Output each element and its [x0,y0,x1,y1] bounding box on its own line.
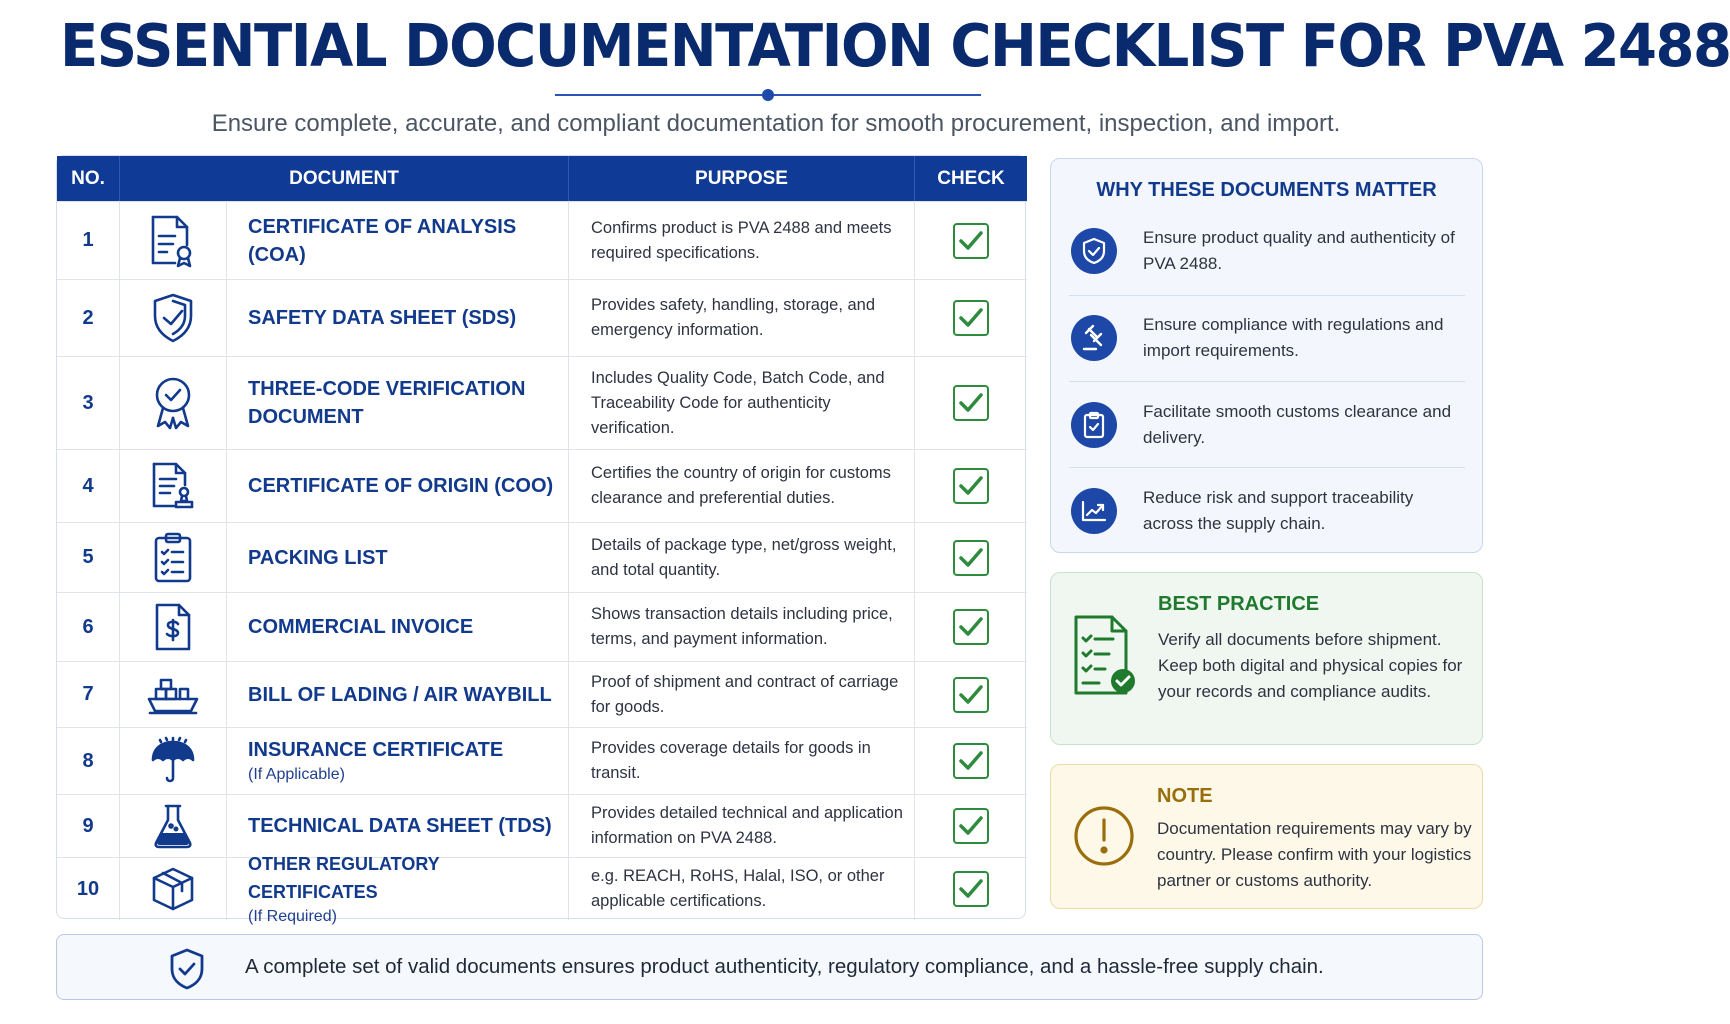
document-purpose: Provides detailed technical and application information on PVA 2488. [569,795,915,857]
lab-flask-icon [120,795,227,857]
certificate-icon [120,202,227,279]
why-item [1071,485,1466,537]
stamped-document-icon [120,450,227,522]
row-number: 2 [57,280,120,356]
shield-check-icon [167,947,207,991]
checkbox[interactable] [953,385,989,421]
clipboard-check-icon [1071,402,1117,448]
document-name: TECHNICAL DATA SHEET (TDS) [248,815,552,837]
row-number: 9 [57,795,120,857]
row-number: 1 [57,202,120,279]
note-text: Documentation requirements may vary by country. Please confirm with your logistics partner or customs authority. [1157,819,1472,890]
why-panel-title: WHY THESE DOCUMENTS MATTER [1096,179,1437,201]
checkbox[interactable] [953,871,989,907]
why-item-text: Ensure product quality and authenticity of PVA 2488. [1143,228,1455,273]
checkmark-icon [958,684,984,706]
table-row [57,592,1027,661]
col-header-check: CHECK [937,167,1005,189]
document-purpose: Provides safety, handling, storage, and emergency information. [569,280,915,356]
why-item-text: Reduce risk and support traceability across the supply chain. [1143,488,1414,533]
checkmark-icon [958,878,984,900]
document-purpose: Certifies the country of origin for customs clearance and preferential duties. [569,450,915,522]
col-header-purpose: PURPOSE [569,156,915,201]
col-header-no: NO. [57,156,120,201]
row-number: 7 [57,662,120,727]
document-purpose: Provides coverage details for goods in transit. [569,728,915,794]
why-item [1071,399,1466,451]
row-number: 3 [57,357,120,449]
checklist-document-icon [1071,613,1139,701]
table-row [57,661,1027,727]
document-name: INSURANCE CERTIFICATE [248,739,504,761]
checkmark-icon [958,230,984,252]
shield-check-icon [120,280,227,356]
checkmark-icon [958,392,984,414]
checkbox[interactable] [953,300,989,336]
best-practice-title: BEST PRACTICE [1158,593,1320,615]
document-name: OTHER REGULATORY CERTIFICATES [248,854,440,902]
package-box-icon [120,858,227,920]
table-row [57,449,1027,522]
document-name: CERTIFICATE OF ANALYSIS (COA) [248,215,517,266]
document-name: COMMERCIAL INVOICE [248,616,474,638]
separator [1069,295,1465,296]
why-item-text: Facilitate smooth customs clearance and delivery. [1143,402,1452,447]
document-name: PACKING LIST [248,546,388,569]
checkbox[interactable] [953,743,989,779]
award-badge-icon [120,357,227,449]
checkbox[interactable] [953,808,989,844]
invoice-dollar-icon [120,593,227,661]
why-item-text: Ensure compliance with regulations and import requirements. [1143,315,1444,360]
separator [1069,467,1465,468]
title-divider [555,86,981,104]
note-title: NOTE [1157,785,1213,807]
document-purpose: Confirms product is PVA 2488 and meets required specifications. [569,202,915,279]
checkbox[interactable] [953,677,989,713]
table-header [57,156,1027,201]
cargo-ship-icon [120,662,227,727]
best-practice-text: Verify all documents before shipment. Keep both digital and physical copies for your records and compliance audits. [1158,630,1463,701]
note-panel [1050,764,1483,909]
clipboard-list-icon [120,523,227,592]
footer-text: A complete set of valid documents ensures product authenticity, regulatory compliance, and a hassle-free supply chain. [245,955,1324,978]
row-number: 10 [57,858,120,920]
trend-chart-icon [1071,488,1117,534]
shield-check-icon [1071,228,1117,274]
document-qualifier: (If Applicable) [248,766,345,783]
checkmark-icon [958,307,984,329]
row-number: 6 [57,593,120,661]
document-name: CERTIFICATE OF ORIGIN (COO) [248,475,554,497]
why-item [1071,312,1466,364]
page-subtitle: Ensure complete, accurate, and compliant documentation for smooth procurement, inspection, and import. [211,110,1341,137]
document-name: SAFETY DATA SHEET (SDS) [248,307,517,329]
table-row [57,279,1027,356]
col-header-document: DOCUMENT [120,156,569,201]
document-purpose: Proof of shipment and contract of carriage for goods. [569,662,915,727]
best-practice-panel [1050,572,1483,745]
separator [1069,381,1465,382]
page-title: ESSENTIAL DOCUMENTATION CHECKLIST FOR PVA 2488 [60,12,1730,81]
checkbox[interactable] [953,609,989,645]
checkmark-icon [958,616,984,638]
document-purpose: Shows transaction details including price, terms, and payment information. [569,593,915,661]
checkmark-icon [958,815,984,837]
checkbox[interactable] [953,468,989,504]
exclamation-icon [1073,805,1135,867]
footer-banner [56,934,1483,1000]
table-row [57,854,1027,925]
why-documents-panel [1050,158,1483,553]
table-row [57,794,1027,857]
document-purpose: Includes Quality Code, Batch Code, and Traceability Code for authenticity verification. [569,357,915,449]
checklist-table [56,155,1026,925]
document-purpose: Details of package type, net/gross weight, and total quantity. [569,523,915,592]
umbrella-icon [120,728,227,794]
table-row [57,522,1027,592]
checkmark-icon [958,547,984,569]
table-row [57,727,1027,794]
table-row [57,356,1027,449]
why-item [1071,225,1466,277]
checkmark-icon [958,475,984,497]
document-name: BILL OF LADING / AIR WAYBILL [248,683,552,706]
document-qualifier: (If Required) [248,908,337,925]
row-number: 8 [57,728,120,794]
checkbox[interactable] [953,540,989,576]
document-purpose: e.g. REACH, RoHS, Halal, ISO, or other applicable certifications. [569,858,915,920]
row-number: 4 [57,450,120,522]
document-name: THREE-CODE VERIFICATION DOCUMENT [248,378,526,428]
checkmark-icon [958,750,984,772]
table-row [57,201,1027,279]
checkbox[interactable] [953,223,989,259]
gavel-icon [1071,315,1117,361]
row-number: 5 [57,523,120,592]
